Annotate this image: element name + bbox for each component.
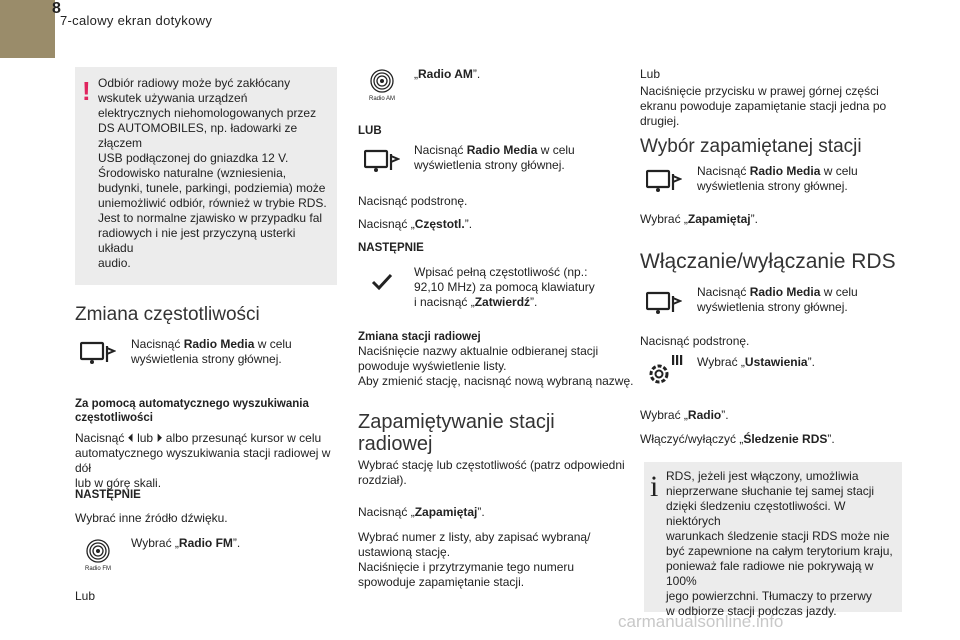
text-line: dzięki śledzeniu częstotliwości. W niektórych	[666, 499, 846, 528]
page-tab	[0, 0, 55, 58]
heading-select-saved: Wybór zapamiętanej stacji	[640, 136, 862, 157]
press-button-text: Naciśnięcie przycisku w prawej górnej części ekranu powoduje zapamiętanie stacji jedna po drugiej.	[640, 84, 887, 128]
or-text: Lub	[75, 589, 96, 603]
select-radio-am: „Radio AM”.	[414, 67, 481, 81]
radio-media-icon	[80, 340, 116, 366]
checkmark-icon	[370, 272, 394, 292]
select-saved-text: Wybrać „Zapamiętaj”.	[640, 212, 758, 226]
frequency-text: Nacisnąć „Częstotl.”.	[358, 217, 473, 231]
next-label: NASTĘPNIE	[75, 489, 141, 501]
heading-save-station: Zapamiętywanie stacji radiowej	[358, 411, 555, 455]
text-line: audio.	[98, 256, 131, 270]
rds-radio-text: Wybrać „Radio”.	[640, 408, 729, 422]
text-line: jego powierzchni. Tłumaczy to przerwy	[666, 589, 872, 603]
radio-media-icon	[646, 290, 682, 316]
or-text-2: Lub	[640, 67, 661, 81]
lub-label: LUB	[358, 125, 382, 137]
step-radio-media-2: Nacisnąć Radio Media w celu wyświetlenia strony głównej.	[414, 143, 575, 172]
rds-subpage-text: Nacisnąć podstronę.	[640, 334, 750, 348]
radio-fm-label: Radio FM	[84, 566, 111, 572]
auto-search-text: Nacisnąć ⏴ lub ⏵ albo przesunąć kursor w celu automatycznego wyszukiwania stacji radiowej w dół lub w górę skali.	[75, 431, 331, 490]
text-line: nieprzerwane słuchanie tej samej stacji	[666, 484, 875, 498]
heading-rds: Włączanie/wyłączanie RDS	[640, 250, 896, 273]
text-line: radiowych i nie jest przyczyną usterki układu	[98, 226, 296, 255]
text-line: być zapewnione na całym terytorium kraju,	[666, 544, 893, 558]
change-station-heading: Zmiana stacji radiowej	[358, 331, 481, 343]
text-line: ponieważ fale radiowe nie pokrywają w 100%	[666, 559, 874, 588]
rds-step-radio-media: Nacisnąć Radio Media w celu wyświetlenia strony głównej.	[697, 285, 858, 314]
save-press-text: Nacisnąć „Zapamiętaj”.	[358, 505, 485, 519]
text-line: elektrycznych niehomologowanych przez	[98, 106, 317, 120]
info-icon: i	[650, 470, 659, 503]
change-station-text: Naciśnięcie nazwy aktualnie odbieranej stacji powoduje wyświetlenie listy. Aby zmienić stację, nacisnąć nową wybraną nazwę.	[358, 344, 634, 388]
select-radio-fm: Wybrać „Radio FM”.	[131, 536, 241, 550]
radio-fm-icon	[80, 538, 116, 564]
watermark: carmanualsonline.info	[618, 612, 784, 631]
next-text: Wybrać inne źródło dźwięku.	[75, 511, 228, 525]
page-title: 7-calowy ekran dotykowy	[60, 13, 213, 28]
warning-icon: !	[82, 76, 91, 106]
text-line: Odbiór radiowy może być zakłócany	[98, 76, 291, 90]
info-text	[666, 469, 902, 619]
settings-gear-icon	[644, 352, 686, 388]
radio-media-icon	[364, 148, 400, 174]
radio-am-label: Radio AM	[368, 96, 395, 102]
text-line: RDS, jeżeli jest włączony, umożliwia	[666, 469, 859, 483]
chevron-left-icon: ⏴	[127, 431, 134, 445]
warning-text	[98, 76, 333, 271]
text-line: Środowisko naturalne (wzniesienia,	[98, 166, 287, 180]
page-number: 8	[52, 0, 61, 17]
enter-frequency-text: Wpisać pełną częstotliwość (np.: 92,10 MHz) za pomocą klawiatury i nacisnąć „Zatwierdź”.	[414, 265, 595, 309]
text-line: Jest to normalne zjawisko w przypadku fal	[98, 211, 323, 225]
radio-media-icon	[646, 168, 682, 194]
auto-search-heading: Za pomocą automatycznego wyszukiwania częstotliwości	[75, 398, 309, 424]
text-line: uniemożliwić odbiór, również w trybie RDS.	[98, 196, 327, 210]
text-line: warunkach śledzenie stacji RDS może nie	[666, 529, 890, 543]
rds-toggle-text: Włączyć/wyłączyć „Śledzenie RDS”.	[640, 432, 835, 446]
step-radio-media: Nacisnąć Radio Media w celu wyświetlenia strony głównej.	[131, 337, 292, 366]
save-select-text: Wybrać stację lub częstotliwość (patrz odpowiedni rozdział).	[358, 458, 625, 487]
next-label-2: NASTĘPNIE	[358, 242, 424, 254]
select-step-radio-media: Nacisnąć Radio Media w celu wyświetlenia strony głównej.	[697, 164, 858, 193]
subpage-text: Nacisnąć podstronę.	[358, 194, 468, 208]
text-line: DS AUTOMOBILES, np. ładowarki ze złączem	[98, 121, 298, 150]
rds-settings-text: Wybrać „Ustawienia”.	[697, 355, 815, 369]
chevron-right-icon: ⏵	[156, 431, 163, 445]
heading-frequency-change: Zmiana częstotliwości	[75, 304, 260, 325]
radio-am-icon	[364, 68, 400, 94]
text-line: wskutek używania urządzeń	[98, 91, 248, 105]
text-line: USB podłączonej do gniazdka 12 V.	[98, 151, 289, 165]
text-line: budynki, tunele, parkingi, podziemia) może	[98, 181, 326, 195]
text-line: w odbiorze stacji podczas jazdy.	[666, 604, 837, 618]
save-number-text: Wybrać numer z listy, aby zapisać wybraną/ ustawioną stację. Naciśnięcie i przytrzymanie tego numeru spowoduje zapamiętanie stacji.	[358, 530, 591, 589]
